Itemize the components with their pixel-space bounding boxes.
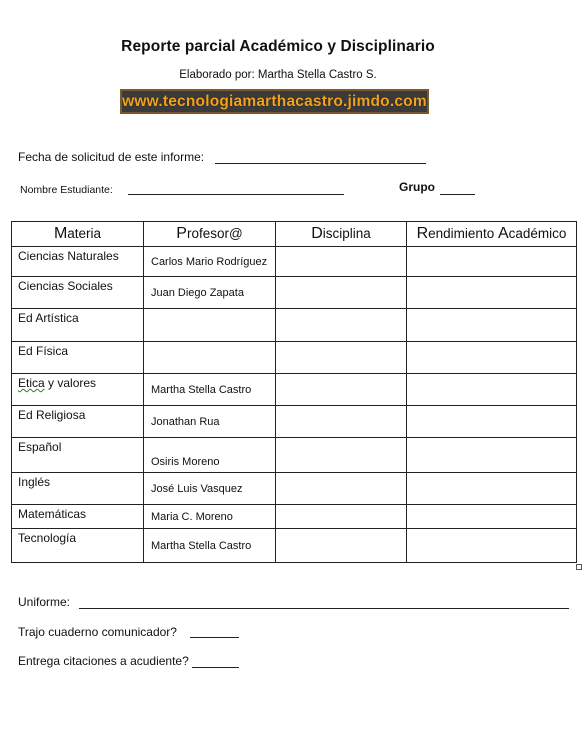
discipline-cell[interactable] <box>276 374 407 406</box>
performance-cell[interactable] <box>407 438 577 473</box>
table-row <box>12 374 577 406</box>
group-label: Grupo <box>399 180 435 194</box>
subject-cell: Matemáticas <box>12 505 144 529</box>
table-row <box>12 473 577 505</box>
teacher-cell: Maria C. Moreno <box>144 505 276 529</box>
performance-cell[interactable] <box>407 473 577 505</box>
performance-cell[interactable] <box>407 342 577 374</box>
request-date-line[interactable] <box>215 163 426 164</box>
performance-cell[interactable] <box>407 277 577 309</box>
discipline-cell[interactable] <box>276 438 407 473</box>
citations-label: Entrega citaciones a acudiente? <box>18 654 189 668</box>
teacher-cell: Martha Stella Castro <box>144 374 276 406</box>
performance-cell[interactable] <box>407 247 577 277</box>
performance-cell[interactable] <box>407 406 577 438</box>
author-line: Elaborado por: Martha Stella Castro S. <box>179 69 377 81</box>
header-materia: Materia <box>12 222 144 247</box>
discipline-cell[interactable] <box>276 473 407 505</box>
uniform-line[interactable] <box>79 608 569 609</box>
subject-cell: Ed Física <box>12 342 144 374</box>
subject-cell: Etica y valores <box>12 374 144 406</box>
subject-cell: Español <box>12 438 144 473</box>
header-profesor: Profesor@ <box>144 222 276 247</box>
subject-cell: Ciencias Sociales <box>12 277 144 309</box>
notebook-label-text: Trajo cuaderno comunicador? <box>18 625 177 639</box>
performance-cell[interactable] <box>407 309 577 342</box>
table-row <box>12 342 577 374</box>
teacher-cell: Juan Diego Zapata <box>144 277 276 309</box>
uniform-label: Uniforme: <box>18 595 71 609</box>
table-row <box>12 277 577 309</box>
discipline-cell[interactable] <box>276 505 407 529</box>
performance-cell[interactable] <box>407 529 577 563</box>
teacher-cell: Osiris Moreno <box>144 438 276 473</box>
performance-cell[interactable] <box>407 505 577 529</box>
website-banner[interactable] <box>120 89 429 114</box>
teacher-cell: Jonathan Rua <box>144 406 276 438</box>
website-url[interactable]: www.tecnologiamarthacastro.jimdo.com <box>122 92 427 110</box>
request-date-label: Fecha de solicitud de este informe: <box>18 150 205 164</box>
subject-cell: Inglés <box>12 473 144 505</box>
notebook-label <box>18 625 177 639</box>
discipline-cell[interactable] <box>276 247 407 277</box>
discipline-cell[interactable] <box>276 406 407 438</box>
grades-table <box>11 221 577 563</box>
group-line[interactable] <box>440 194 475 195</box>
teacher-cell: Martha Stella Castro <box>144 529 276 563</box>
table-row <box>12 309 577 342</box>
subject-cell: Ed Artística <box>12 309 144 342</box>
teacher-cell: José Luis Vasquez <box>144 473 276 505</box>
table-row <box>12 438 577 473</box>
discipline-cell[interactable] <box>276 277 407 309</box>
student-name-label: Nombre Estudiante: <box>20 184 113 196</box>
table-row <box>12 247 577 277</box>
table-row <box>12 529 577 563</box>
discipline-cell[interactable] <box>276 342 407 374</box>
citations-line[interactable] <box>192 667 239 668</box>
teacher-cell: Carlos Mario Rodríguez <box>144 247 276 277</box>
table-resize-handle[interactable] <box>576 564 582 570</box>
subject-cell: Tecnología <box>12 529 144 563</box>
subject-cell: Ciencias Naturales <box>12 247 144 277</box>
header-rendimiento: Rendimiento Académico <box>407 222 577 247</box>
table-row <box>12 505 577 529</box>
teacher-cell <box>144 309 276 342</box>
header-disciplina: Disciplina <box>276 222 407 247</box>
discipline-cell[interactable] <box>276 309 407 342</box>
teacher-cell <box>144 342 276 374</box>
report-title: Reporte parcial Académico y Disciplinario <box>121 38 435 55</box>
notebook-line[interactable] <box>190 637 239 638</box>
table-row <box>12 406 577 438</box>
subject-cell: Ed Religiosa <box>12 406 144 438</box>
table-header-row <box>12 222 577 247</box>
performance-cell[interactable] <box>407 374 577 406</box>
discipline-cell[interactable] <box>276 529 407 563</box>
student-name-line[interactable] <box>128 194 344 195</box>
